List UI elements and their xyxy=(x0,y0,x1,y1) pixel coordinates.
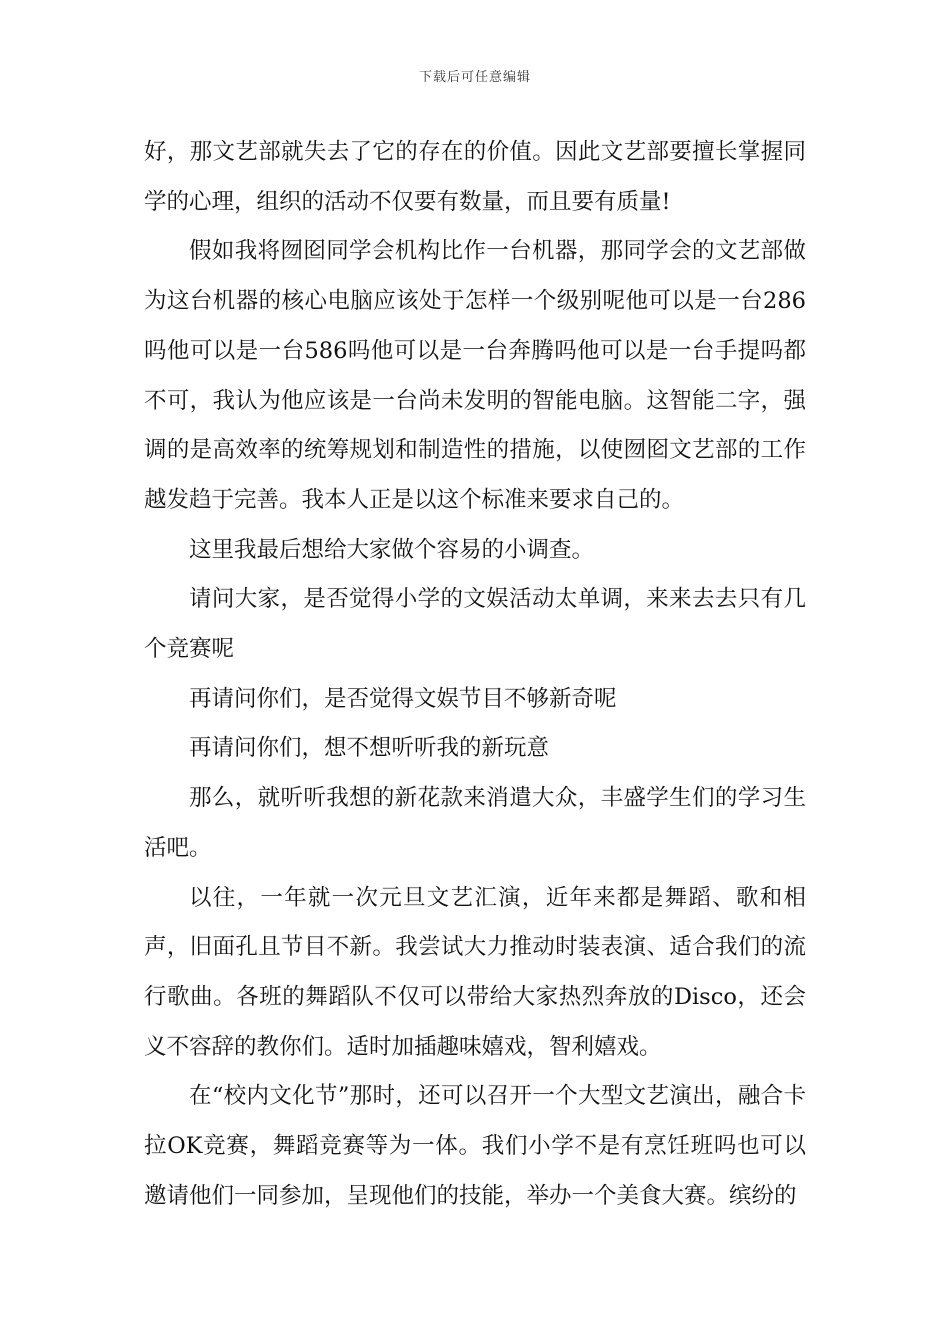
paragraph-7: 那么，就听听我想的新花款来消遣大众，丰盛学生们的学习生活吧。 xyxy=(144,785,806,861)
paragraph-9: 在“校内文化节”那时，还可以召开一个大型文艺演出，融合卡拉OK竞赛，舞蹈竞赛等为一体。我们小学不是有烹饪班吗也可以邀请他们一同参加，呈现他们的技能，举办一个美食大赛。缤纷的 xyxy=(144,1083,806,1209)
paragraph-3: 这里我最后想给大家做个容易的小调查。 xyxy=(189,536,595,563)
page-header: 下载后可任意编辑 xyxy=(418,70,531,85)
paragraph-2: 假如我将囫囵同学会机构比作一台机器，那同学会的文艺部做为这台机器的核心电脑应该处于怎样一个级别呢他可以是一台286吗他可以是一台586吗他可以是一台奔腾吗他可以是一台手提吗都不可，我认为他应该是一台尚未发明的智能电脑。这智能二字，强调的是高效率的统筹规划和制造性的措施，以使囫囵文艺部的工作越发趋于完善。我本人正是以这个标准来要求自己的。 xyxy=(144,238,806,513)
paragraph-6: 再请问你们，想不想听听我的新玩意 xyxy=(189,735,550,762)
document-body xyxy=(144,128,806,1221)
paragraph-8: 以往，一年就一次元旦文艺汇演，近年来都是舞蹈、歌和相声，旧面孔且节目不新。我尝试大力推动时装表演、适合我们的流行歌曲。各班的舞蹈队不仅可以带给大家热烈奔放的Disco，还会义不容辞的教你们。适时加插趣味嬉戏，智利嬉戏。 xyxy=(144,884,806,1060)
paragraph-4: 请问大家，是否觉得小学的文娱活动太单调，来来去去只有几个竞赛呢 xyxy=(144,586,806,663)
paragraph-5: 再请问你们，是否觉得文娱节目不够新奇呢 xyxy=(189,685,617,712)
paragraph-1: 好，那文艺部就失去了它的存在的价值。因此文艺部要擅长掌握同学的心理，组织的活动不仅要有数量，而且要有质量! xyxy=(144,139,806,215)
